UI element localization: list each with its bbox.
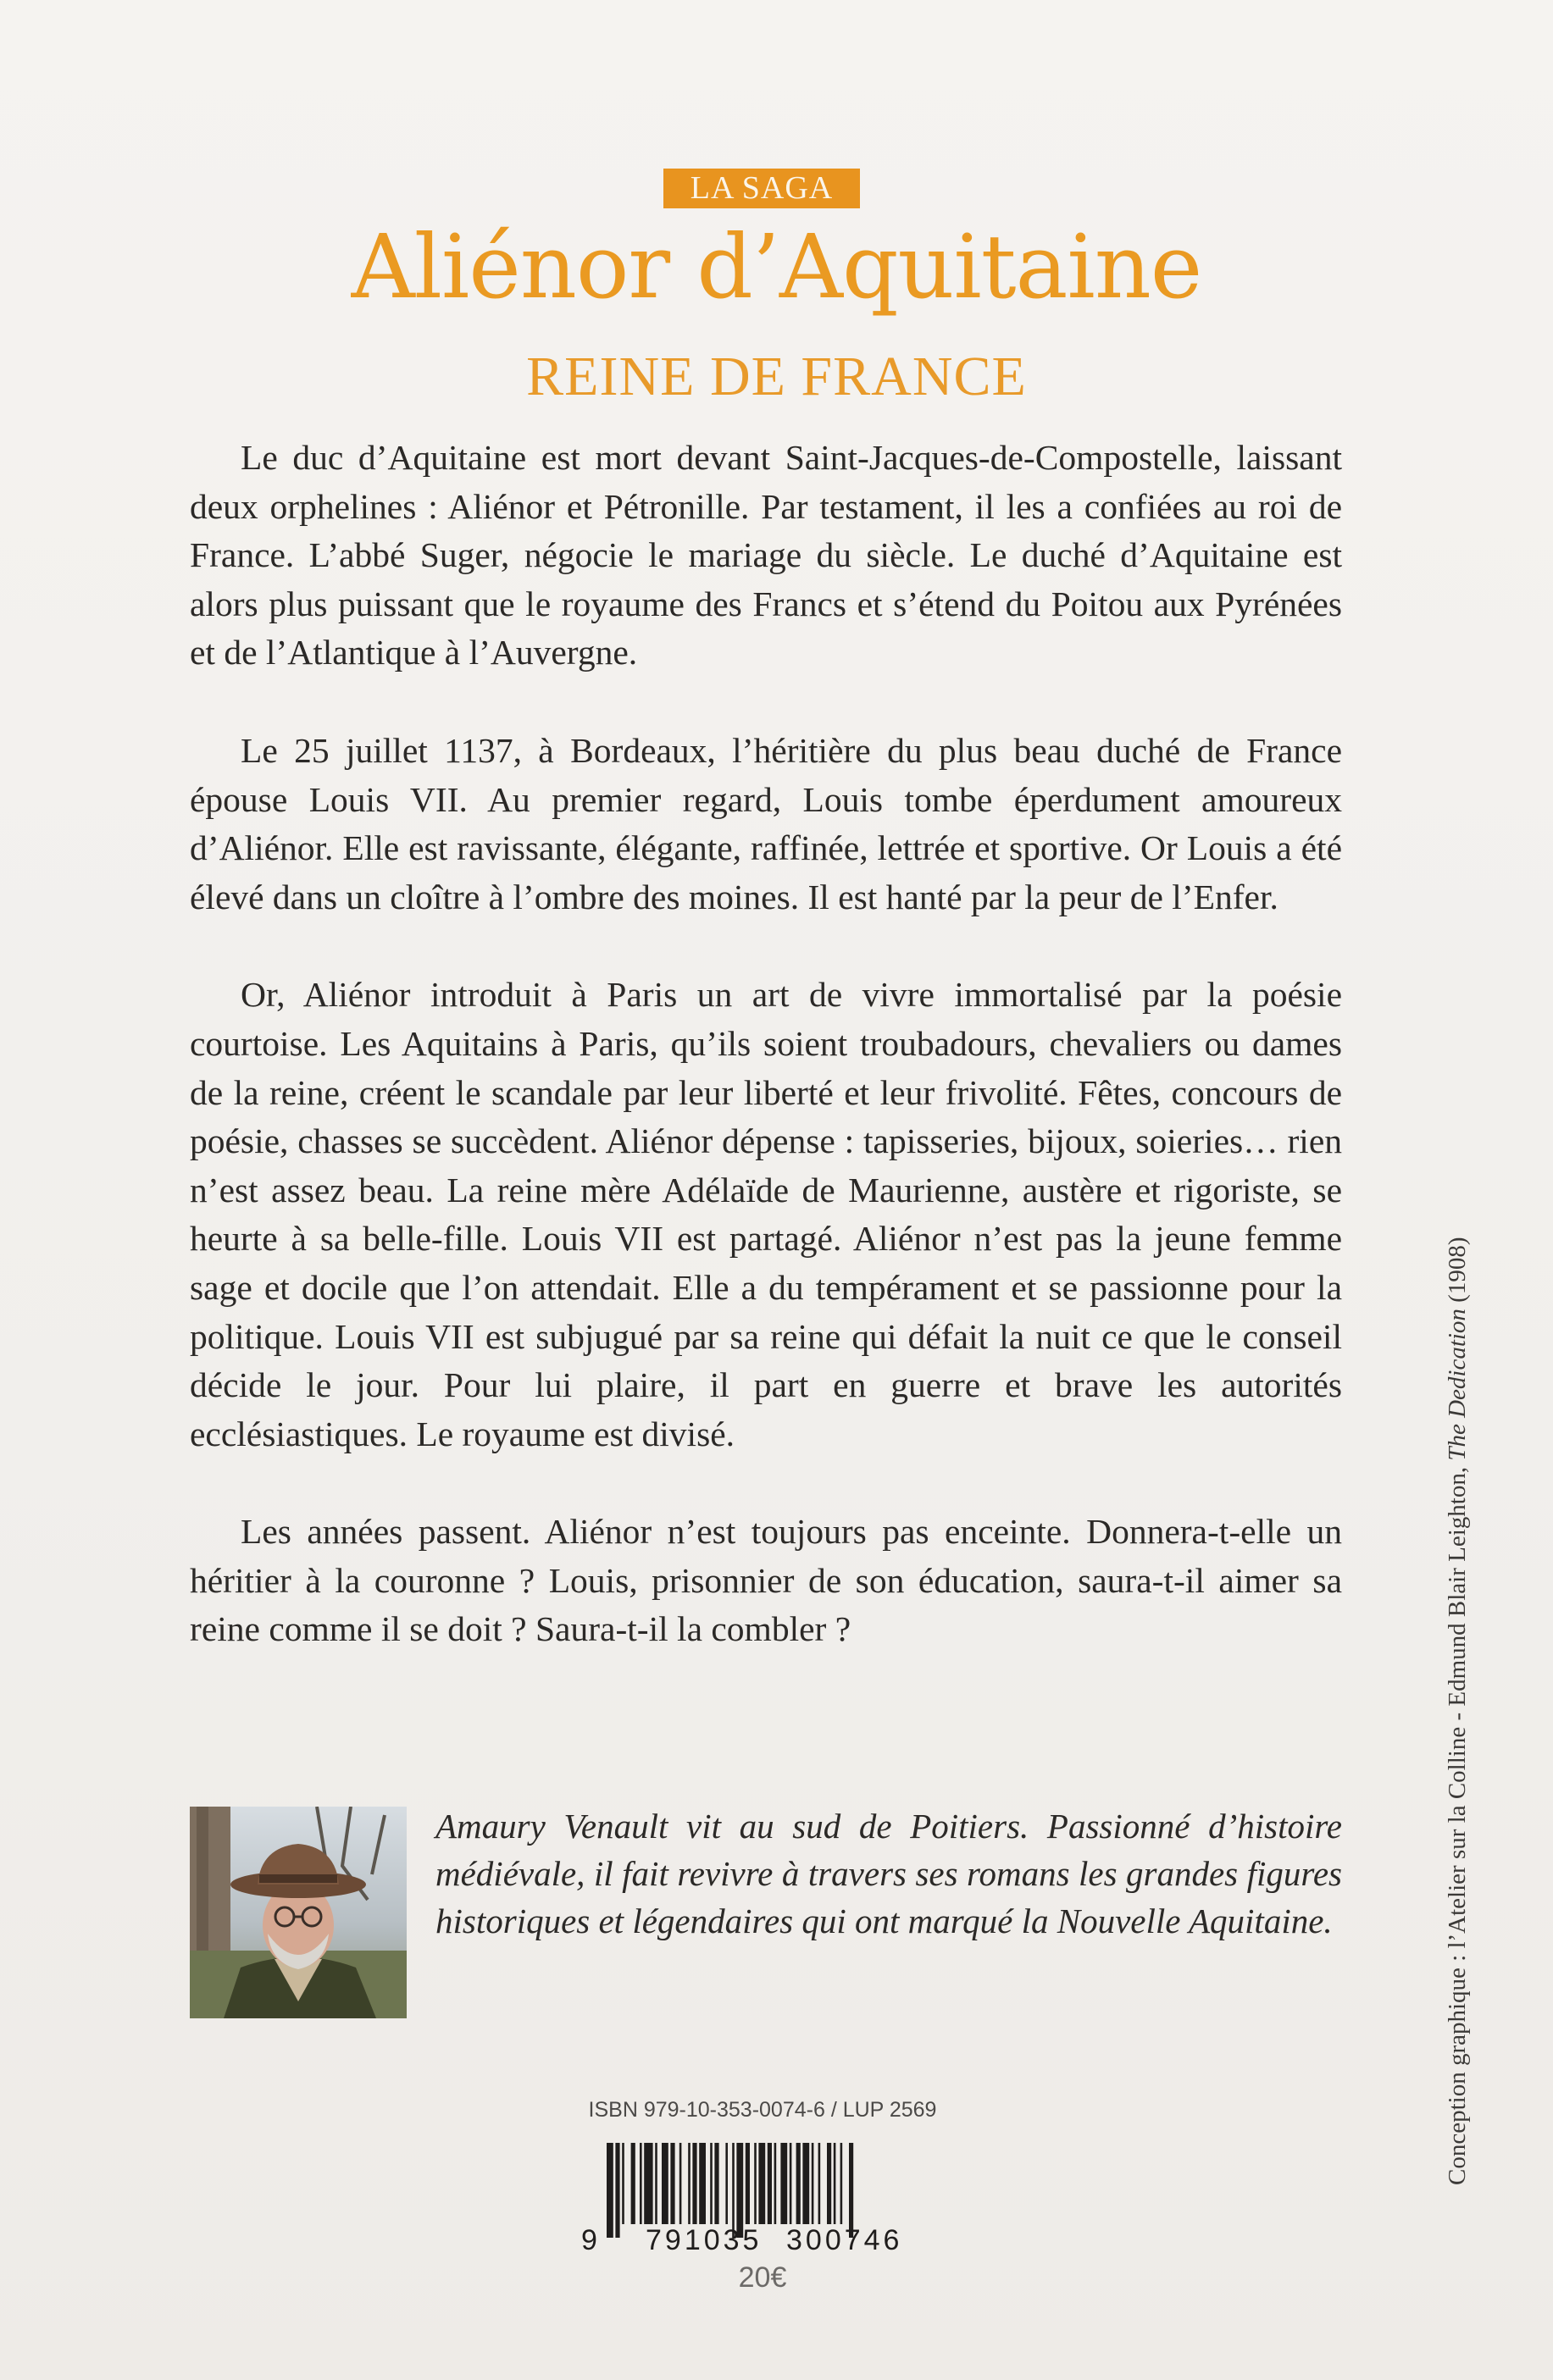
price: 20€: [738, 2261, 787, 2294]
credit-year: (1908): [1444, 1237, 1471, 1309]
blurb: [190, 434, 1342, 1703]
book-subtitle: REINE DE FRANCE: [526, 346, 1027, 407]
isbn-number: ISBN 979-10-353-0074-6 / LUP 2569: [588, 2098, 937, 2122]
barcode-left-digits: 791035: [646, 2224, 763, 2253]
blurb-paragraph-1: Le duc d’Aquitaine est mort devant Saint-Jacques-de-Compostelle, laissant deux orphelines : Aliénor et Pétronille. Par testament, il les a confiées au roi de France. L’abbé Suger, négocie le mariage du siècle. Le duché d’Aquitaine est alors plus puissant que le royaume des Francs et s’étend du Poitou aux Pyrénées et de l’Atlantique à l’Auvergne.: [190, 438, 1342, 672]
design-credit: [1440, 1237, 1474, 2185]
credit-prefix: Conception graphique : l’Atelier sur la Colline - Edmund Blair Leighton,: [1444, 1460, 1471, 2185]
blurb-paragraph-4: Les années passent. Aliénor n’est toujours pas enceinte. Donnera-t-elle un héritier à la couronne ? Louis, prisonnier de son éducation, saura-t-il aimer sa reine comme il se doit ? Saura-t-il la combler ?: [190, 1512, 1342, 1649]
barcode: [576, 2143, 949, 2253]
book-title: Aliénor d’Aquitaine: [351, 215, 1202, 318]
barcode-first-digit: 9: [581, 2224, 597, 2253]
author-portrait-icon: [190, 1807, 407, 2018]
barcode-right-digits: 300746: [786, 2224, 903, 2253]
credit-artwork-title: The Dedication: [1444, 1309, 1471, 1461]
author-bio: Amaury Venault vit au sud de Poitiers. Passionné d’histoire médiévale, il fait revivre à travers ses romans les grandes figures historiques et légendaires qui ont marqué la Nouvelle Aquitaine.: [435, 1807, 1342, 1940]
blurb-paragraph-3: Or, Aliénor introduit à Paris un art de vivre immortalisé par la poésie courtoise. Les Aquitains à Paris, qu’ils soient troubadours, chevaliers ou dames de la reine, créent le scandale par leur liberté et leur frivolité. Fêtes, concours de poésie, chasses se succèdent. Aliénor dépense : tapisseries, bijoux, soieries… rien n’est assez beau. La reine mère Adélaïde de Maurienne, austère et rigoriste, se heurte à sa belle-fille. Louis VII est partagé. Aliénor n’est pas la jeune femme sage et docile que l’on attendait. Elle a du tempérament et se passionne pour la politique. Louis VII est subjugué par sa reine qui défait la nuit ce que le conseil décide le jour. Pour lui plaire, il part en guerre et brave les autorités ecclésiastiques. Le royaume est divisé.: [190, 975, 1342, 1453]
blurb-paragraph-2: Le 25 juillet 1137, à Bordeaux, l’héritière du plus beau duché de France épouse Louis VII. Au premier regard, Louis tombe éperdument amoureux d’Aliénor. Elle est ravissante, élégante, raffinée, lettrée et sportive. Or Louis a été élevé dans un cloître à l’ombre des moines. Il est hanté par la peur de l’Enfer.: [190, 730, 1342, 916]
saga-badge: LA SAGA: [663, 169, 860, 208]
